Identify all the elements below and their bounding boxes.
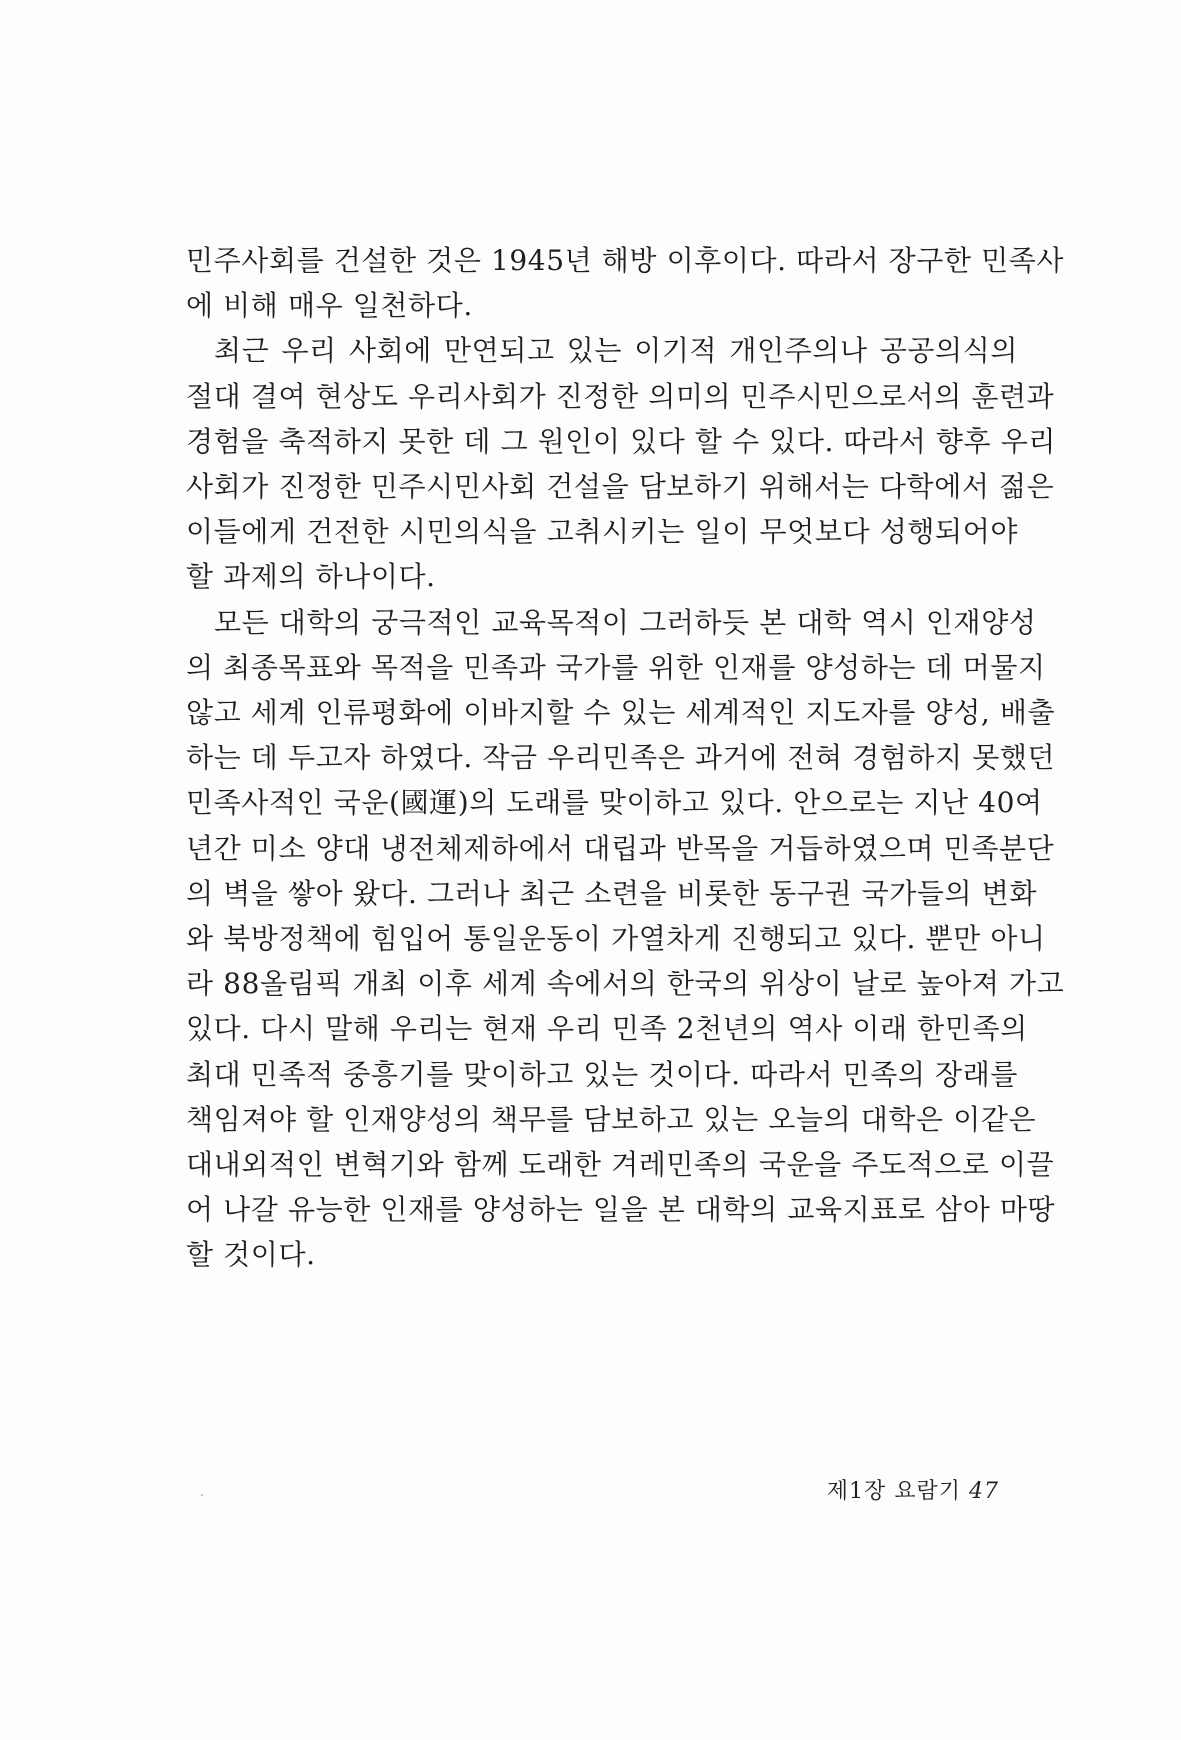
text-line: 라 88올림픽 개최 이후 세계 속에서의 한국의 위상이 날로 높아져 가고	[186, 967, 1065, 1001]
body-text	[186, 238, 1065, 1278]
text-line: 경험을 축적하지 못한 데 그 원인이 있다 할 수 있다. 따라서 향후 우리	[186, 424, 1057, 458]
paragraph	[186, 600, 1065, 1278]
text-line: 책임져야 할 인재양성의 책무를 담보하고 있는 오늘의 대학은 이같은	[186, 1102, 1037, 1136]
text-line: 사회가 진정한 민주시민사회 건설을 담보하기 위해서는 다학에서 젊은	[186, 470, 1055, 504]
text-line: 민족사적인 국운(國運)의 도래를 맞이하고 있다. 안으로는 지난 40여	[186, 786, 1043, 820]
text-line: 년간 미소 양대 냉전체제하에서 대립과 반목을 거듭하였으며 민족분단	[186, 831, 1055, 865]
text-line: 민주사회를 건설한 것은 1945년 해방 이후이다. 따라서 장구한 민족사	[186, 244, 1065, 277]
text-line: 최대 민족적 중흥기를 맞이하고 있는 것이다. 따라서 민족의 장래를	[186, 1057, 1019, 1091]
text-line: 모든 대학의 궁극적인 교육목적이 그러하듯 본 대학 역시 인재양성	[214, 605, 1037, 639]
page-number: 47	[969, 1479, 999, 1504]
text-line: 있다. 다시 말해 우리는 현재 우리 민족 2천년의 역사 이래 한민족의	[186, 1012, 1028, 1046]
scan-speck	[201, 1494, 203, 1496]
text-line: 대내외적인 변혁기와 함께 도래한 겨레민족의 국운을 주도적으로 이끌	[186, 1148, 1055, 1182]
text-line: 하는 데 두고자 하였다. 작금 우리민족은 과거에 전혀 경험하지 못했던	[186, 741, 1056, 775]
text-line: 할 과제의 하나이다.	[186, 560, 436, 594]
text-line: 할 것이다.	[186, 1238, 316, 1272]
text-line: 최근 우리 사회에 만연되고 있는 이기적 개인주의나 공공의식의	[214, 334, 1018, 368]
paragraph	[186, 238, 1065, 328]
page-footer	[827, 1474, 999, 1505]
text-line: 의 벽을 쌓아 왔다. 그러나 최근 소련을 비롯한 동구권 국가들의 변화	[186, 876, 1038, 910]
text-line: 에 비해 매우 일천하다.	[186, 289, 473, 323]
text-line: 절대 결여 현상도 우리사회가 진정한 의미의 민주시민으로서의 훈련과	[186, 379, 1055, 413]
text-line: 않고 세계 인류평화에 이바지할 수 있는 세계적인 지도자를 양성, 배출	[186, 696, 1056, 730]
text-line: 이들에게 건전한 시민의식을 고취시키는 일이 무엇보다 성행되어야	[186, 515, 1018, 549]
paragraph	[186, 328, 1057, 599]
chapter-title: 제1장 요람기	[826, 1479, 961, 1504]
text-line: 와 북방정책에 힘입어 통일운동이 가열차게 진행되고 있다. 뿐만 아니	[186, 922, 1046, 956]
text-line: 어 나갈 유능한 인재를 양성하는 일을 본 대학의 교육지표로 삼아 마땅	[186, 1193, 1056, 1227]
text-line: 의 최종목표와 목적을 민족과 국가를 위한 인재를 양성하는 데 머물지	[186, 650, 1046, 684]
